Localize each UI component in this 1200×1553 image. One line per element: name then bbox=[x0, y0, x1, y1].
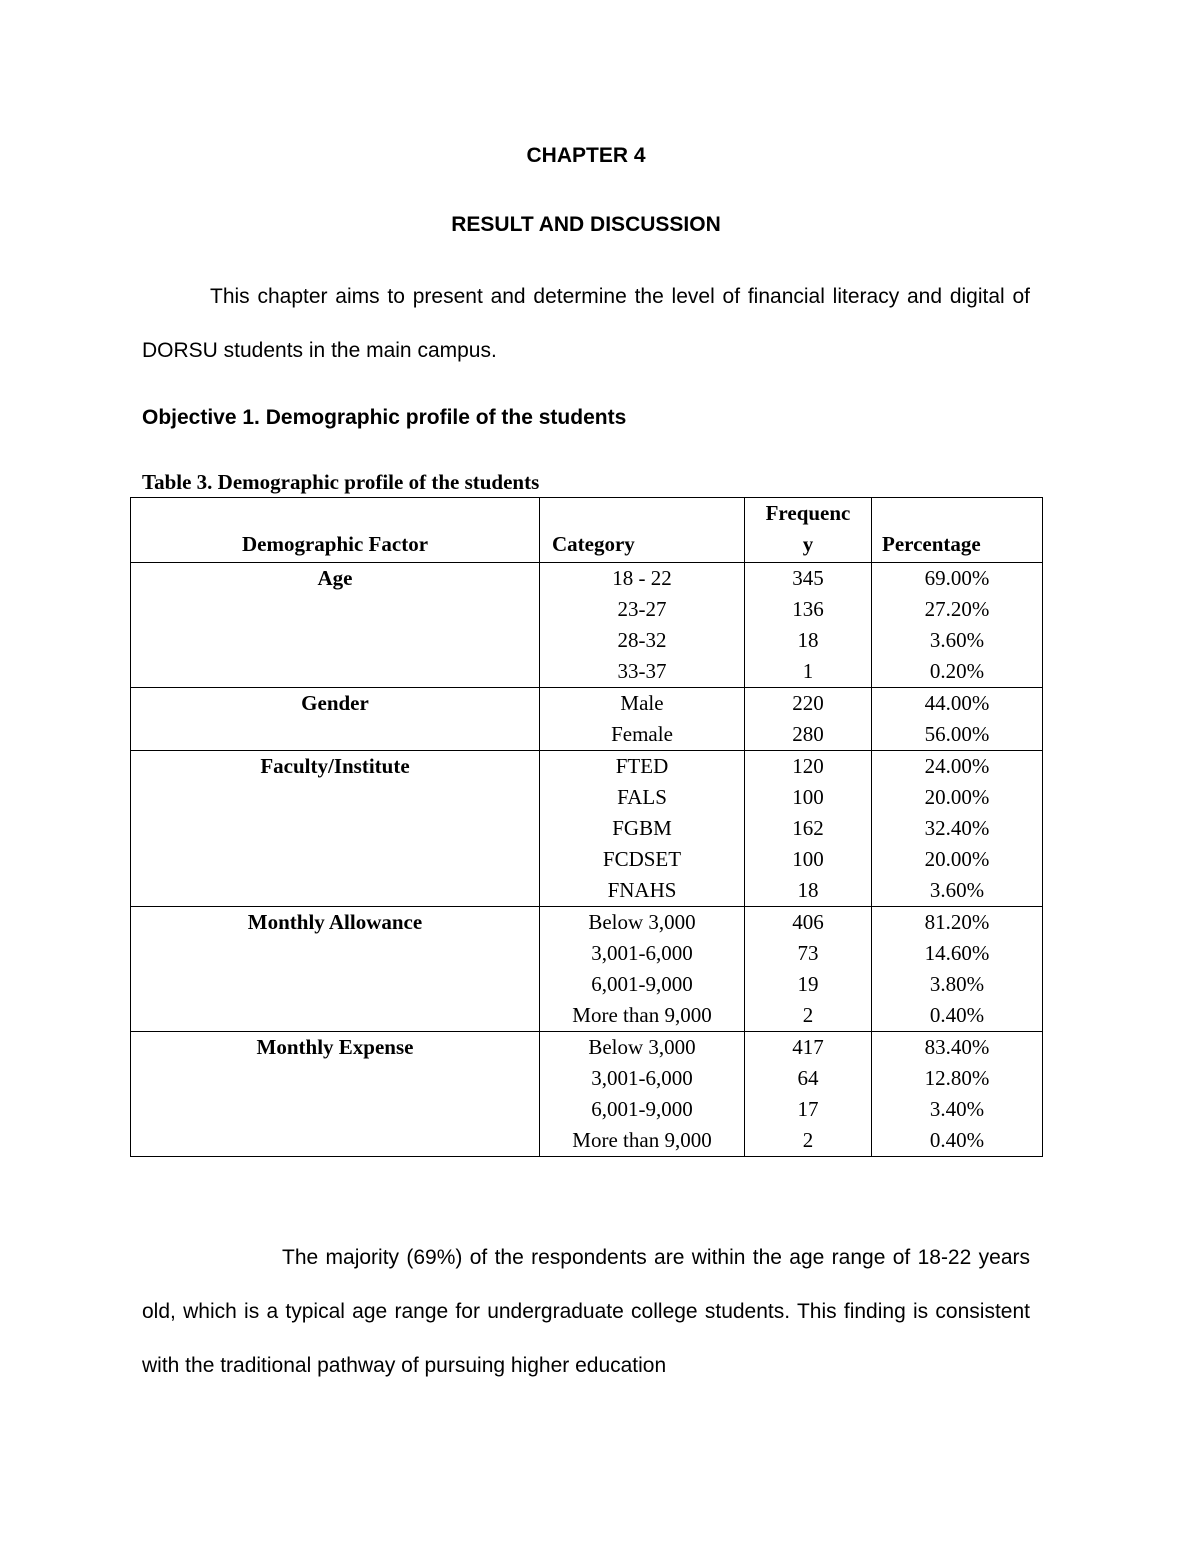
percentage-cell: 14.60% bbox=[872, 938, 1043, 969]
category-cell: Female bbox=[540, 719, 745, 751]
category-cell: FCDSET bbox=[540, 844, 745, 875]
category-cell: Male bbox=[540, 688, 745, 720]
frequency-cell: 18 bbox=[745, 625, 872, 656]
demographic-factor-cell bbox=[131, 813, 540, 844]
demographic-factor-cell bbox=[131, 938, 540, 969]
demographic-factor-cell bbox=[131, 1000, 540, 1032]
category-cell: 33-37 bbox=[540, 656, 745, 688]
percentage-cell: 83.40% bbox=[872, 1032, 1043, 1064]
table-row bbox=[131, 907, 1043, 939]
header-demographic-factor: Demographic Factor bbox=[131, 498, 540, 563]
percentage-cell: 0.40% bbox=[872, 1000, 1043, 1032]
category-cell: 3,001-6,000 bbox=[540, 1063, 745, 1094]
chapter-label: CHAPTER 4 bbox=[526, 144, 646, 167]
category-cell: 6,001-9,000 bbox=[540, 1094, 745, 1125]
frequency-cell: 2 bbox=[745, 1125, 872, 1157]
percentage-cell: 69.00% bbox=[872, 563, 1043, 595]
table-row bbox=[131, 813, 1043, 844]
table-body bbox=[131, 563, 1043, 1157]
category-cell: FALS bbox=[540, 782, 745, 813]
table-row bbox=[131, 1000, 1043, 1032]
frequency-cell: 19 bbox=[745, 969, 872, 1000]
demographic-factor-cell bbox=[131, 782, 540, 813]
frequency-cell: 345 bbox=[745, 563, 872, 595]
percentage-cell: 3.60% bbox=[872, 875, 1043, 907]
percentage-cell: 12.80% bbox=[872, 1063, 1043, 1094]
percentage-cell: 44.00% bbox=[872, 688, 1043, 720]
category-cell: FTED bbox=[540, 751, 745, 783]
category-cell: Below 3,000 bbox=[540, 1032, 745, 1064]
demographic-factor-cell bbox=[131, 719, 540, 751]
demographic-factor-cell bbox=[131, 1125, 540, 1157]
table-row bbox=[131, 563, 1043, 595]
percentage-cell: 0.20% bbox=[872, 656, 1043, 688]
category-cell: Below 3,000 bbox=[540, 907, 745, 939]
table-row bbox=[131, 875, 1043, 907]
category-cell: 18 - 22 bbox=[540, 563, 745, 595]
frequency-cell: 100 bbox=[745, 844, 872, 875]
percentage-cell: 32.40% bbox=[872, 813, 1043, 844]
frequency-cell: 1 bbox=[745, 656, 872, 688]
table-row bbox=[131, 656, 1043, 688]
demographic-factor-cell: Monthly Expense bbox=[131, 1032, 540, 1064]
table-row bbox=[131, 1032, 1043, 1064]
demographic-factor-cell bbox=[131, 844, 540, 875]
discussion-paragraph: The majority (69%) of the respondents are within the age range of 18-22 years old, which is a typical age range for undergraduate college students. This finding is consistent with the traditional pathway of pursuing higher education bbox=[142, 1246, 1030, 1377]
demographic-factor-cell: Faculty/Institute bbox=[131, 751, 540, 783]
frequency-cell: 220 bbox=[745, 688, 872, 720]
category-cell: 23-27 bbox=[540, 594, 745, 625]
percentage-cell: 3.40% bbox=[872, 1094, 1043, 1125]
table-header-row bbox=[131, 498, 1043, 563]
percentage-cell: 56.00% bbox=[872, 719, 1043, 751]
demographic-factor-cell bbox=[131, 875, 540, 907]
demographic-factor-cell bbox=[131, 594, 540, 625]
demographic-factor-cell bbox=[131, 1094, 540, 1125]
header-frequency: Frequency bbox=[745, 498, 872, 563]
table-row bbox=[131, 1125, 1043, 1157]
demographic-factor-cell: Age bbox=[131, 563, 540, 595]
category-cell: FNAHS bbox=[540, 875, 745, 907]
percentage-cell: 24.00% bbox=[872, 751, 1043, 783]
table-row bbox=[131, 1094, 1043, 1125]
table-row bbox=[131, 625, 1043, 656]
demographic-factor-cell: Monthly Allowance bbox=[131, 907, 540, 939]
table-row bbox=[131, 594, 1043, 625]
table-row bbox=[131, 1063, 1043, 1094]
demographic-factor-cell bbox=[131, 1063, 540, 1094]
percentage-cell: 20.00% bbox=[872, 782, 1043, 813]
frequency-cell: 100 bbox=[745, 782, 872, 813]
intro-paragraph: This chapter aims to present and determine the level of financial literacy and digital of DORSU students in the main campus. bbox=[142, 285, 1030, 362]
category-cell: 28-32 bbox=[540, 625, 745, 656]
table-row bbox=[131, 782, 1043, 813]
category-cell: FGBM bbox=[540, 813, 745, 844]
table-row bbox=[131, 844, 1043, 875]
frequency-cell: 17 bbox=[745, 1094, 872, 1125]
category-cell: More than 9,000 bbox=[540, 1000, 745, 1032]
demographic-table bbox=[130, 497, 1043, 1157]
demographic-factor-cell bbox=[131, 625, 540, 656]
objective-heading: Objective 1. Demographic profile of the students bbox=[142, 406, 627, 429]
demographic-factor-cell bbox=[131, 969, 540, 1000]
percentage-cell: 81.20% bbox=[872, 907, 1043, 939]
header-percentage: Percentage bbox=[872, 498, 1043, 563]
frequency-cell: 120 bbox=[745, 751, 872, 783]
category-cell: More than 9,000 bbox=[540, 1125, 745, 1157]
frequency-cell: 18 bbox=[745, 875, 872, 907]
percentage-cell: 3.60% bbox=[872, 625, 1043, 656]
table-row bbox=[131, 719, 1043, 751]
table-row bbox=[131, 938, 1043, 969]
frequency-cell: 417 bbox=[745, 1032, 872, 1064]
table-caption: Table 3. Demographic profile of the students bbox=[142, 470, 540, 494]
chapter-title: RESULT AND DISCUSSION bbox=[451, 213, 721, 236]
table-row bbox=[131, 688, 1043, 720]
frequency-cell: 162 bbox=[745, 813, 872, 844]
demographic-factor-cell bbox=[131, 656, 540, 688]
percentage-cell: 3.80% bbox=[872, 969, 1043, 1000]
frequency-cell: 2 bbox=[745, 1000, 872, 1032]
frequency-cell: 406 bbox=[745, 907, 872, 939]
frequency-cell: 64 bbox=[745, 1063, 872, 1094]
percentage-cell: 27.20% bbox=[872, 594, 1043, 625]
table-row bbox=[131, 751, 1043, 783]
percentage-cell: 20.00% bbox=[872, 844, 1043, 875]
frequency-cell: 280 bbox=[745, 719, 872, 751]
frequency-cell: 136 bbox=[745, 594, 872, 625]
category-cell: 3,001-6,000 bbox=[540, 938, 745, 969]
percentage-cell: 0.40% bbox=[872, 1125, 1043, 1157]
header-category: Category bbox=[540, 498, 745, 563]
category-cell: 6,001-9,000 bbox=[540, 969, 745, 1000]
table-row bbox=[131, 969, 1043, 1000]
demographic-factor-cell: Gender bbox=[131, 688, 540, 720]
frequency-cell: 73 bbox=[745, 938, 872, 969]
